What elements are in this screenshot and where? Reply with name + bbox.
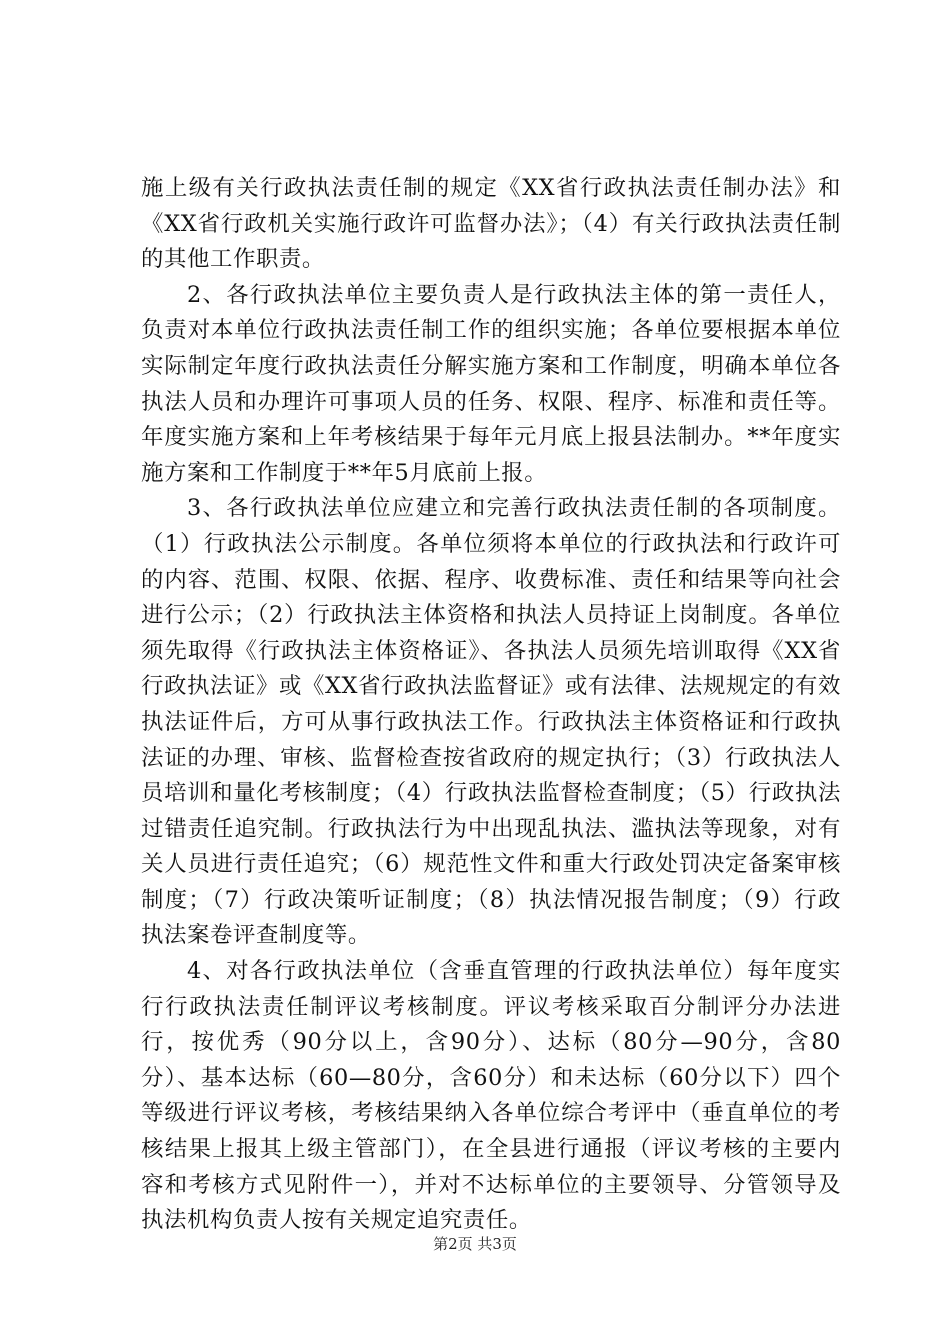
paragraph-continuation: 施上级有关行政执法责任制的规定《XX省行政执法责任制办法》和《XX省行政机关实施行政许可监督办法》；（4）有关行政执法责任制的其他工作职责。 <box>141 175 841 273</box>
page-number-footer: 第2页 共3页 <box>433 1235 517 1253</box>
paragraph-item-4: 4、对各行政执法单位（含垂直管理的行政执法单位）每年度实行行政执法责任制评议考核制度。评议考核采取百分制评分办法进行，按优秀（90分以上，含90分）、达标（80分—90分，含80分）、基本达标（60—80分，含60分）和未达标（60分以下）四个等级进行评议考核，考核结果纳入各单位综合考评中（垂直单位的考核结果上报其上级主管部门），在全县进行通报（评议考核的主要内容和考核方式见附件一），并对不达标单位的主要领导、分管领导及执法机构负责人按有关规定追究责任。 <box>141 958 841 1234</box>
paragraph-item-3: 3、各行政执法单位应建立和完善行政执法责任制的各项制度。（1）行政执法公示制度。各单位须将本单位的行政执法和行政许可的内容、范围、权限、依据、程序、收费标准、责任和结果等向社会进行公示；（2）行政执法主体资格和执法人员持证上岗制度。各单位须先取得《行政执法主体资格证》、各执法人员须先培训取得《XX省行政执法证》或《XX省行政执法监督证》或有法律、法规规定的有效执法证件后，方可从事行政执法工作。行政执法主体资格证和行政执法证的办理、审核、监督检查按省政府的规定执行；（3）行政执法人员培训和量化考核制度；（4）行政执法监督检查制度；（5）行政执法过错责任追究制。行政执法行为中出现乱执法、滥执法等现象，对有关人员进行责任追究；（6）规范性文件和重大行政处罚决定备案审核制度；（7）行政决策听证制度；（8）执法情况报告制度；（9）行政执法案卷评查制度等。 <box>141 495 841 949</box>
document-body <box>141 171 841 1239</box>
paragraph-item-2: 2、各行政执法单位主要负责人是行政执法主体的第一责任人，负责对本单位行政执法责任制工作的组织实施；各单位要根据本单位实际制定年度行政执法责任分解实施方案和工作制度，明确本单位各执法人员和办理许可事项人员的任务、权限、程序、标准和责任等。年度实施方案和上年考核结果于每年元月底上报县法制办。**年度实施方案和工作制度于**年5月底前上报。 <box>141 281 841 486</box>
